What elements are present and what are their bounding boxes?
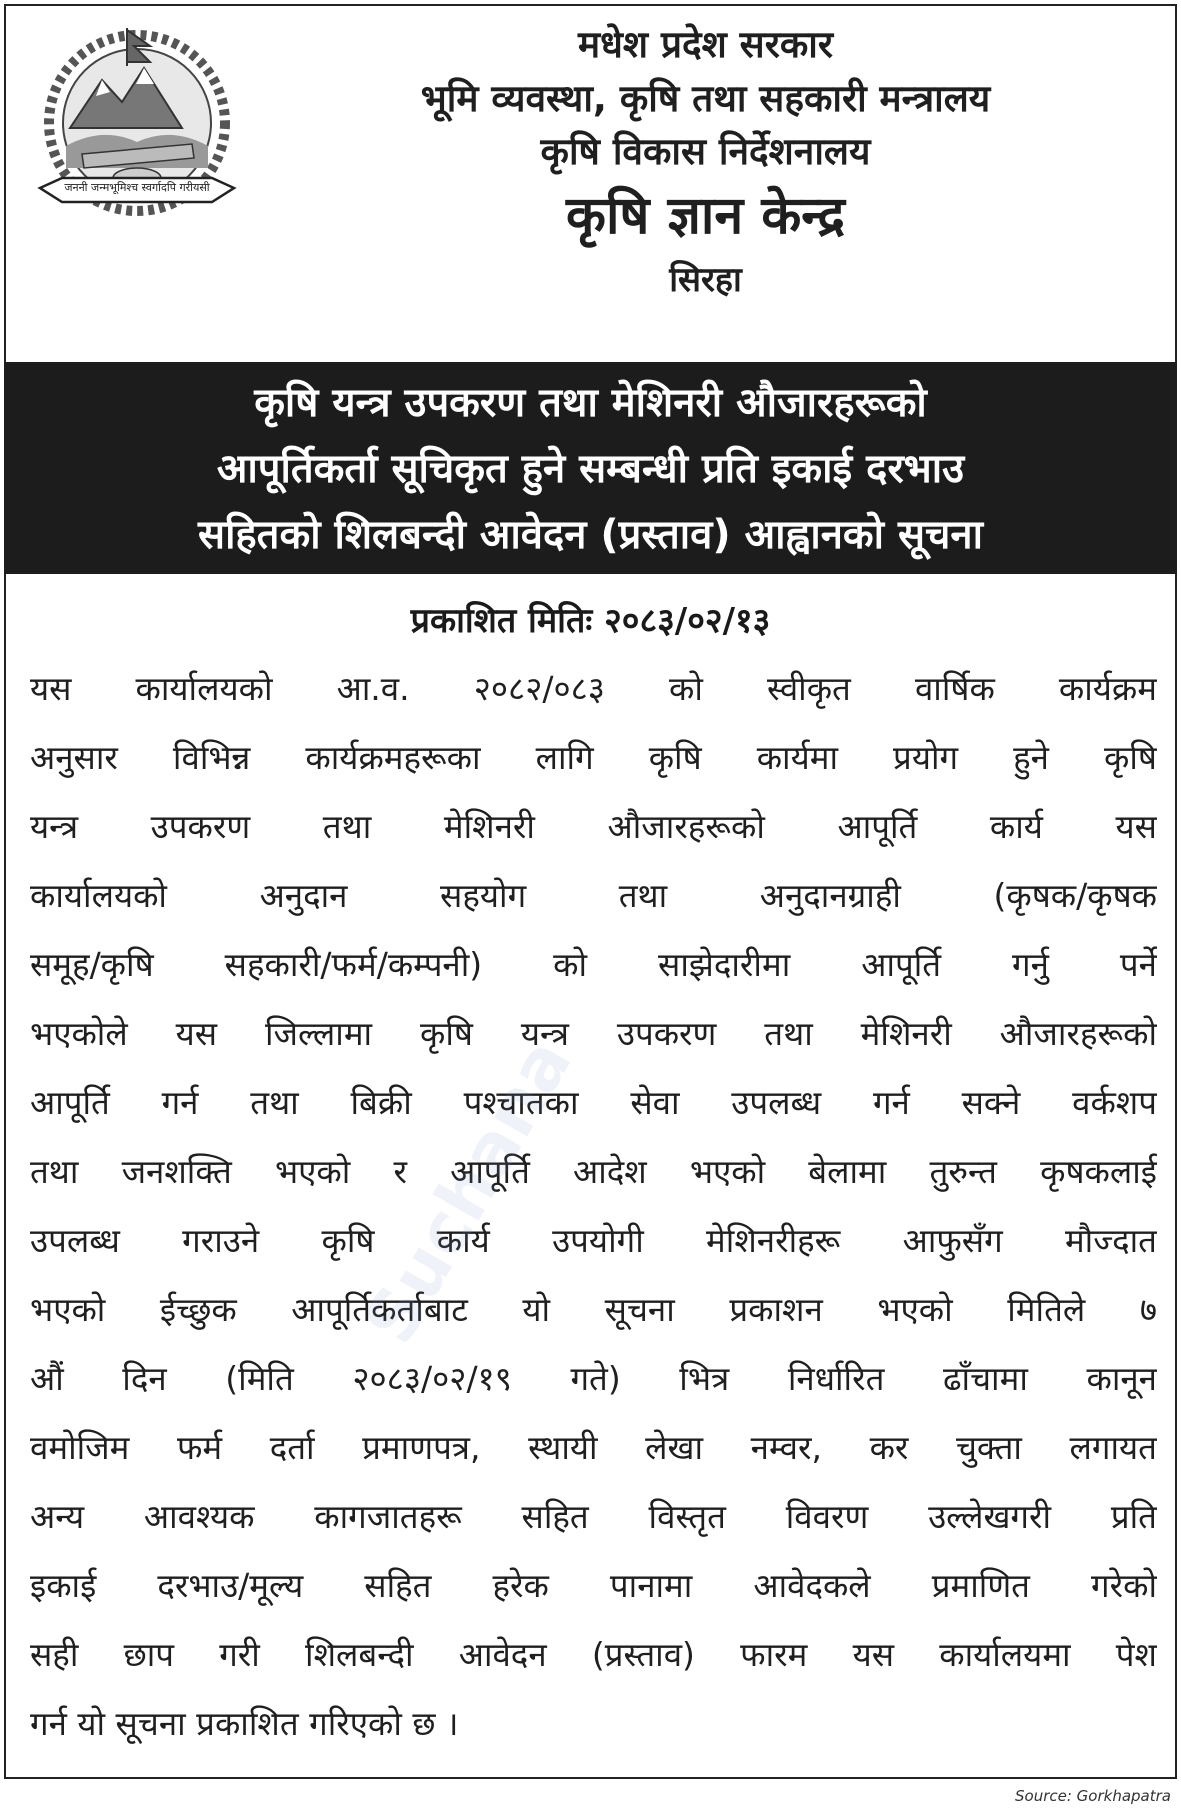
header — [250, 18, 1161, 306]
nepal-coat-of-arms-icon — [22, 18, 252, 238]
body-line: आपूर्ति गर्न तथा बिक्री पश्चातका सेवा उपलब्ध गर्न सक्ने वर्कशप — [30, 1083, 1157, 1122]
source-credit: Source: Gorkhapatra — [1015, 1787, 1171, 1805]
body-line: कार्यालयको अनुदान सहयोग तथा अनुदानग्राही (कृषक/कृषक — [30, 876, 1157, 915]
body-line: भएको ईच्छुक आपूर्तिकर्ताबाट यो सूचना प्रकाशन भएको मितिले ७ — [30, 1290, 1157, 1329]
notice-title-banner — [4, 362, 1177, 574]
notice-title-line-1: कृषि यन्त्र उपकरण तथा मेशिनरी औजारहरूको — [254, 380, 927, 426]
emblem-motto: जननी जन्मभूमिश्च स्वर्गादपि गरीयसी — [64, 181, 210, 194]
body-line: यस कार्यालयको आ.व. २०८२/०८३ को स्वीकृत वार्षिक कार्यक्रम — [30, 669, 1157, 708]
notice-title-line-3: सहितको शिलबन्दी आवेदन (प्रस्ताव) आह्वानको सूचना — [198, 512, 983, 558]
publication-date — [0, 596, 1181, 642]
directorate-name: कृषि विकास निर्देशनालय — [540, 130, 871, 174]
publication-date-value: २०८३/०२/१३ — [604, 601, 771, 641]
ministry-name: भूमि व्यवस्था, कृषि तथा सहकारी मन्त्रालय — [420, 76, 991, 120]
body-line: यन्त्र उपकरण तथा मेशिनरी औजारहरूको आपूर्ति कार्य यस — [30, 807, 1157, 846]
body-line: इकाई दरभाउ/मूल्य सहित हरेक पानामा आवेदकले प्रमाणित गरेको — [30, 1566, 1157, 1605]
body-line: वमोजिम फर्म दर्ता प्रमाणपत्र, स्थायी लेखा नम्वर, कर चुक्ता लगायत — [30, 1428, 1157, 1467]
body-line: औं दिन (मिति २०८३/०२/१९ गते) भित्र निर्धारित ढाँचामा कानून — [30, 1359, 1157, 1398]
notice-body — [30, 654, 1157, 1758]
body-line: उपलब्ध गराउने कृषि कार्य उपयोगी मेशिनरीहरू आफुसँग मौज्दात — [30, 1221, 1157, 1260]
office-location: सिरहा — [669, 259, 742, 300]
province-government: मधेश प्रदेश सरकार — [578, 23, 833, 66]
body-line: भएकोले यस जिल्लामा कृषि यन्त्र उपकरण तथा मेशिनरी औजारहरूको — [30, 1014, 1157, 1053]
office-name: कृषि ज्ञान केन्द्र — [566, 185, 845, 246]
publication-date-label: प्रकाशित मितिः — [410, 601, 593, 641]
body-line: अन्य आवश्यक कागजातहरू सहित विस्तृत विवरण उल्लेखगरी प्रति — [30, 1497, 1157, 1536]
body-line: सही छाप गरी शिलबन्दी आवेदन (प्रस्ताव) फारम यस कार्यालयमा पेश — [30, 1635, 1157, 1674]
body-line: अनुसार विभिन्न कार्यक्रमहरूका लागि कृषि कार्यमा प्रयोग हुने कृषि — [30, 738, 1157, 777]
body-line: तथा जनशक्ति भएको र आपूर्ति आदेश भएको बेलामा तुरुन्त कृषकलाई — [30, 1152, 1157, 1191]
body-line: गर्न यो सूचना प्रकाशित गरिएको छ । — [30, 1704, 459, 1743]
body-line: समूह/कृषि सहकारी/फर्म/कम्पनी) को साझेदारीमा आपूर्ति गर्नु पर्ने — [30, 945, 1157, 984]
watermark: Suchana — [348, 1025, 588, 1357]
notice-title-line-2: आपूर्तिकर्ता सूचिकृत हुने सम्बन्धी प्रति इकाई दरभाउ — [216, 446, 965, 492]
